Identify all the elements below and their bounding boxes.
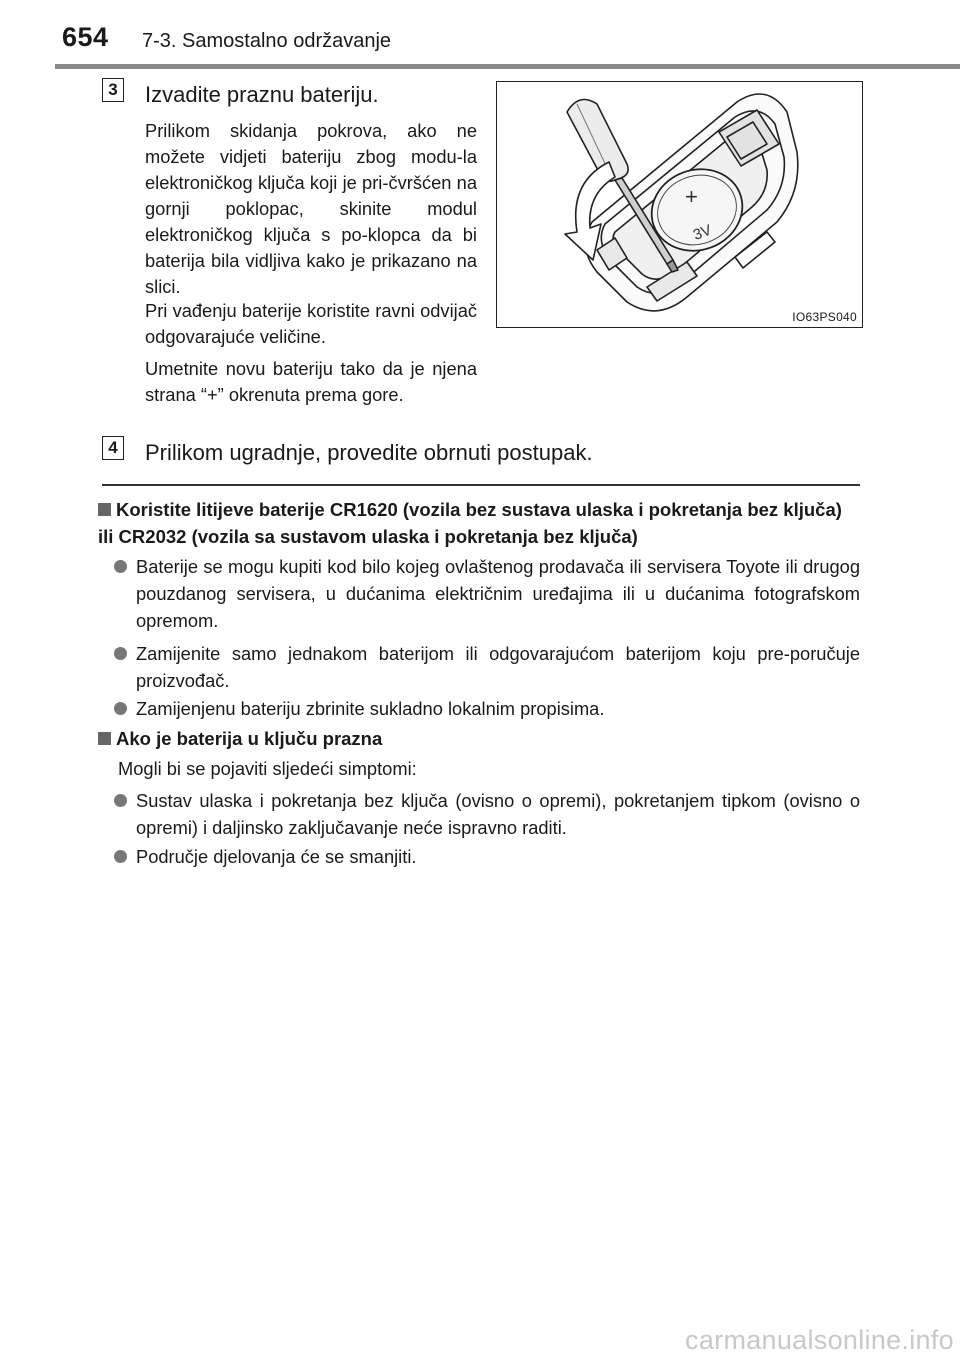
key-battery-illustration <box>497 82 863 328</box>
round-bullet-icon <box>114 560 127 573</box>
step-4-title: Prilikom ugradnje, provedite obrnuti postupak. <box>145 440 593 465</box>
page-header <box>0 0 960 70</box>
bullet-item <box>114 695 860 722</box>
round-bullet-icon <box>114 794 127 807</box>
bullet-text: Baterije se mogu kupiti kod bilo kojeg ovlaštenog prodavača ili servisera Toyote ili drugog pouzdanog servisera, u dućanima električnim uređajima ili u dućanima fotografskom opremom. <box>136 556 860 631</box>
bullet-text: Područje djelovanja će se smanjiti. <box>136 846 417 867</box>
note-heading-text: Koristite litijeve baterije CR1620 (vozila bez sustava ulaska i pokretanja bez ključa) ili CR2032 (vozila sa sustavom ulaska i pokretanja bez ključa) <box>98 499 842 547</box>
step-3-paragraph-1: Prilikom skidanja pokrova, ako ne možete vidjeti bateriju zbog modu-la elektroničkog ključa koji je pri-čvršćen na gornji poklopac, skinite modul elektroničkog ključa s po-klopca da bi baterija bila vidljiva kako je prikazano na slici. <box>145 120 477 297</box>
section-title: 7-3. Samostalno održavanje <box>142 30 392 52</box>
square-bullet-icon <box>98 732 111 745</box>
bullet-text: Zamijenjenu bateriju zbrinite sukladno lokalnim propisima. <box>136 698 605 719</box>
battery-removal-figure <box>496 81 863 328</box>
step-3-paragraph-3: Umetnite novu bateriju tako da je njena strana “+” okrenuta prema gore. <box>145 358 477 405</box>
page-number: 654 <box>62 22 109 52</box>
note-heading-batteries <box>98 496 860 550</box>
bullet-item <box>114 787 860 841</box>
battery-voltage-label: 3V <box>690 221 714 244</box>
header-rule <box>55 64 960 69</box>
section-separator <box>102 484 860 486</box>
step-4-number: 4 <box>102 436 124 460</box>
watermark: carmanualsonline.info <box>685 1325 954 1355</box>
step-3-number: 3 <box>102 78 124 102</box>
bullet-item <box>114 843 860 870</box>
round-bullet-icon <box>114 647 127 660</box>
battery-plus-label: + <box>685 184 698 209</box>
note-intro: Mogli bi se pojaviti sljedeći simptomi: <box>118 758 417 779</box>
square-bullet-icon <box>98 503 111 516</box>
round-bullet-icon <box>114 702 127 715</box>
bullet-item <box>114 640 860 694</box>
round-bullet-icon <box>114 850 127 863</box>
bullet-item <box>114 553 860 634</box>
bullet-text: Zamijenite samo jednakom baterijom ili odgovarajućom baterijom koju pre-poručuje proizvođač. <box>136 643 860 691</box>
step-3-title: Izvadite praznu bateriju. <box>145 82 379 107</box>
note-heading-empty-battery <box>98 725 382 752</box>
bullet-text: Sustav ulaska i pokretanja bez ključa (ovisno o opremi), pokretanjem tipkom (ovisno o opremi) i daljinsko zaključavanje neće ispravno raditi. <box>136 790 860 838</box>
figure-code: IO63PS040 <box>792 310 857 324</box>
note-heading-text: Ako je baterija u ključu prazna <box>116 728 383 749</box>
step-3-paragraph-2: Pri vađenju baterije koristite ravni odvijač odgovarajuće veličine. <box>145 300 477 347</box>
